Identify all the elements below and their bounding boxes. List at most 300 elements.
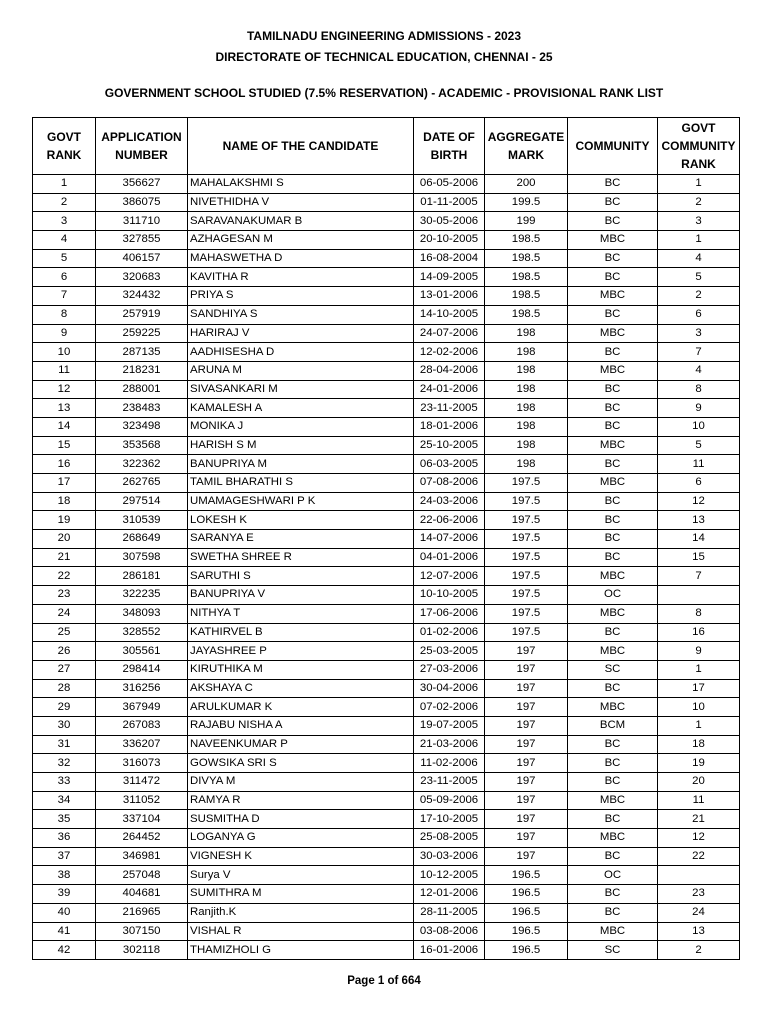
- candidate-name-cell: Ranjith.K: [188, 903, 414, 922]
- aggregate-mark-cell: 197: [485, 791, 568, 810]
- candidate-name-cell: UMAMAGESHWARI P K: [188, 492, 414, 511]
- govt-rank-cell: 41: [33, 922, 96, 941]
- candidate-name-cell: KAVITHA R: [188, 268, 414, 287]
- application-number-cell: 238483: [96, 399, 188, 418]
- application-number-cell: 346981: [96, 847, 188, 866]
- community-cell: BC: [568, 679, 658, 698]
- govt-community-rank-cell: 24: [658, 903, 740, 922]
- application-number-cell: 257919: [96, 305, 188, 324]
- community-cell: BC: [568, 511, 658, 530]
- document-subtitle: DIRECTORATE OF TECHNICAL EDUCATION, CHENNAI - 25: [215, 50, 553, 64]
- list-title: GOVERNMENT SCHOOL STUDIED (7.5% RESERVATION) - ACADEMIC - PROVISIONAL RANK LIST: [104, 86, 664, 100]
- govt-rank-cell: 13: [33, 399, 96, 418]
- date-of-birth-cell: 20-10-2005: [414, 231, 485, 250]
- govt-community-rank-cell: 2: [658, 941, 740, 960]
- aggregate-mark-cell: 198: [485, 436, 568, 455]
- application-number-cell: 348093: [96, 604, 188, 623]
- govt-rank-cell: 11: [33, 361, 96, 380]
- date-of-birth-cell: 17-06-2006: [414, 604, 485, 623]
- community-cell: BC: [568, 399, 658, 418]
- candidate-name-cell: SANDHIYA S: [188, 305, 414, 324]
- application-number-cell: 337104: [96, 810, 188, 829]
- application-number-cell: 336207: [96, 735, 188, 754]
- candidate-name-cell: SARUTHI S: [188, 567, 414, 586]
- aggregate-mark-cell: 197: [485, 735, 568, 754]
- application-number-cell: 322235: [96, 586, 188, 605]
- application-number-cell: 307150: [96, 922, 188, 941]
- date-of-birth-cell: 14-07-2006: [414, 530, 485, 549]
- govt-rank-cell: 26: [33, 642, 96, 661]
- community-cell: BC: [568, 735, 658, 754]
- date-of-birth-cell: 14-10-2005: [414, 305, 485, 324]
- govt-community-rank-cell: [658, 586, 740, 605]
- govt-rank-cell: 10: [33, 343, 96, 362]
- date-of-birth-cell: 17-10-2005: [414, 810, 485, 829]
- header-aggregate-mark: AGGREGATE MARK: [485, 118, 568, 175]
- table-row: [33, 324, 740, 343]
- govt-rank-cell: 12: [33, 380, 96, 399]
- candidate-name-cell: DIVYA M: [188, 773, 414, 792]
- table-row: [33, 586, 740, 605]
- community-cell: BC: [568, 492, 658, 511]
- govt-community-rank-cell: 21: [658, 810, 740, 829]
- govt-community-rank-cell: 13: [658, 511, 740, 530]
- table-row: [33, 773, 740, 792]
- date-of-birth-cell: 13-01-2006: [414, 287, 485, 306]
- aggregate-mark-cell: 198.5: [485, 268, 568, 287]
- govt-rank-cell: 38: [33, 866, 96, 885]
- date-of-birth-cell: 10-12-2005: [414, 866, 485, 885]
- govt-community-rank-cell: 17: [658, 679, 740, 698]
- table-row: [33, 642, 740, 661]
- community-cell: BC: [568, 343, 658, 362]
- candidate-name-cell: SIVASANKARI M: [188, 380, 414, 399]
- aggregate-mark-cell: 197: [485, 679, 568, 698]
- date-of-birth-cell: 23-11-2005: [414, 399, 485, 418]
- community-cell: BC: [568, 380, 658, 399]
- community-cell: BC: [568, 175, 658, 194]
- application-number-cell: 311052: [96, 791, 188, 810]
- aggregate-mark-cell: 200: [485, 175, 568, 194]
- aggregate-mark-cell: 198: [485, 417, 568, 436]
- govt-rank-cell: 40: [33, 903, 96, 922]
- aggregate-mark-cell: 197: [485, 829, 568, 848]
- header-community: COMMUNITY: [568, 118, 658, 175]
- aggregate-mark-cell: 197.5: [485, 548, 568, 567]
- community-cell: BC: [568, 903, 658, 922]
- table-row: [33, 305, 740, 324]
- application-number-cell: 316073: [96, 754, 188, 773]
- govt-rank-cell: 20: [33, 530, 96, 549]
- aggregate-mark-cell: 197: [485, 847, 568, 866]
- application-number-cell: 262765: [96, 474, 188, 493]
- aggregate-mark-cell: 197: [485, 698, 568, 717]
- table-row: [33, 698, 740, 717]
- application-number-cell: 307598: [96, 548, 188, 567]
- govt-rank-cell: 9: [33, 324, 96, 343]
- date-of-birth-cell: 19-07-2005: [414, 716, 485, 735]
- table-row: [33, 268, 740, 287]
- aggregate-mark-cell: 197: [485, 642, 568, 661]
- govt-community-rank-cell: 4: [658, 361, 740, 380]
- aggregate-mark-cell: 197: [485, 716, 568, 735]
- date-of-birth-cell: 10-10-2005: [414, 586, 485, 605]
- application-number-cell: 302118: [96, 941, 188, 960]
- application-number-cell: 298414: [96, 660, 188, 679]
- date-of-birth-cell: 01-02-2006: [414, 623, 485, 642]
- govt-community-rank-cell: 10: [658, 417, 740, 436]
- date-of-birth-cell: 14-09-2005: [414, 268, 485, 287]
- aggregate-mark-cell: 198: [485, 380, 568, 399]
- candidate-name-cell: MAHASWETHA D: [188, 249, 414, 268]
- govt-rank-cell: 5: [33, 249, 96, 268]
- date-of-birth-cell: 30-04-2006: [414, 679, 485, 698]
- date-of-birth-cell: 30-05-2006: [414, 212, 485, 231]
- candidate-name-cell: RAMYA R: [188, 791, 414, 810]
- community-cell: BC: [568, 455, 658, 474]
- candidate-name-cell: KIRUTHIKA M: [188, 660, 414, 679]
- aggregate-mark-cell: 198: [485, 399, 568, 418]
- candidate-name-cell: NITHYA T: [188, 604, 414, 623]
- date-of-birth-cell: 16-08-2004: [414, 249, 485, 268]
- date-of-birth-cell: 25-03-2005: [414, 642, 485, 661]
- table-row: [33, 829, 740, 848]
- govt-community-rank-cell: 6: [658, 305, 740, 324]
- table-row: [33, 492, 740, 511]
- govt-rank-cell: 19: [33, 511, 96, 530]
- candidate-name-cell: KAMALESH A: [188, 399, 414, 418]
- candidate-name-cell: PRIYA S: [188, 287, 414, 306]
- govt-community-rank-cell: 1: [658, 175, 740, 194]
- candidate-name-cell: SUSMITHA D: [188, 810, 414, 829]
- community-cell: MBC: [568, 698, 658, 717]
- govt-rank-cell: 4: [33, 231, 96, 250]
- govt-community-rank-cell: 1: [658, 716, 740, 735]
- table-row: [33, 474, 740, 493]
- govt-rank-cell: 27: [33, 660, 96, 679]
- govt-community-rank-cell: 1: [658, 231, 740, 250]
- table-row: [33, 847, 740, 866]
- candidate-name-cell: KATHIRVEL B: [188, 623, 414, 642]
- govt-rank-cell: 23: [33, 586, 96, 605]
- govt-community-rank-cell: 9: [658, 642, 740, 661]
- govt-community-rank-cell: 1: [658, 660, 740, 679]
- table-row: [33, 604, 740, 623]
- aggregate-mark-cell: 198: [485, 361, 568, 380]
- community-cell: MBC: [568, 324, 658, 343]
- application-number-cell: 257048: [96, 866, 188, 885]
- govt-community-rank-cell: 20: [658, 773, 740, 792]
- date-of-birth-cell: 25-08-2005: [414, 829, 485, 848]
- application-number-cell: 353568: [96, 436, 188, 455]
- application-number-cell: 268649: [96, 530, 188, 549]
- aggregate-mark-cell: 197.5: [485, 623, 568, 642]
- table-row: [33, 754, 740, 773]
- header-date-of-birth: DATE OF BIRTH: [414, 118, 485, 175]
- govt-community-rank-cell: 7: [658, 567, 740, 586]
- aggregate-mark-cell: 197: [485, 660, 568, 679]
- application-number-cell: 287135: [96, 343, 188, 362]
- community-cell: SC: [568, 660, 658, 679]
- aggregate-mark-cell: 198.5: [485, 249, 568, 268]
- date-of-birth-cell: 28-11-2005: [414, 903, 485, 922]
- community-cell: MBC: [568, 829, 658, 848]
- table-row: [33, 567, 740, 586]
- community-cell: MBC: [568, 361, 658, 380]
- header-govt-rank: GOVT RANK: [33, 118, 96, 175]
- table-row: [33, 716, 740, 735]
- community-cell: BC: [568, 773, 658, 792]
- application-number-cell: 386075: [96, 193, 188, 212]
- header-govt-community-rank: GOVT COMMUNITY RANK: [658, 118, 740, 175]
- aggregate-mark-cell: 198: [485, 343, 568, 362]
- table-row: [33, 455, 740, 474]
- candidate-name-cell: Surya V: [188, 866, 414, 885]
- aggregate-mark-cell: 197: [485, 773, 568, 792]
- aggregate-mark-cell: 197: [485, 754, 568, 773]
- govt-rank-cell: 16: [33, 455, 96, 474]
- govt-community-rank-cell: 16: [658, 623, 740, 642]
- govt-community-rank-cell: 3: [658, 212, 740, 231]
- govt-community-rank-cell: 10: [658, 698, 740, 717]
- table-row: [33, 660, 740, 679]
- rank-list-table: [32, 117, 740, 960]
- govt-rank-cell: 18: [33, 492, 96, 511]
- candidate-name-cell: ARUNA M: [188, 361, 414, 380]
- govt-community-rank-cell: [658, 866, 740, 885]
- community-cell: BC: [568, 885, 658, 904]
- candidate-name-cell: HARISH S M: [188, 436, 414, 455]
- govt-community-rank-cell: 8: [658, 604, 740, 623]
- candidate-name-cell: SARANYA E: [188, 530, 414, 549]
- candidate-name-cell: MONIKA J: [188, 417, 414, 436]
- govt-rank-cell: 25: [33, 623, 96, 642]
- application-number-cell: 324432: [96, 287, 188, 306]
- community-cell: MBC: [568, 436, 658, 455]
- application-number-cell: 311710: [96, 212, 188, 231]
- date-of-birth-cell: 27-03-2006: [414, 660, 485, 679]
- date-of-birth-cell: 24-07-2006: [414, 324, 485, 343]
- govt-rank-cell: 24: [33, 604, 96, 623]
- govt-rank-cell: 42: [33, 941, 96, 960]
- community-cell: MBC: [568, 567, 658, 586]
- application-number-cell: 367949: [96, 698, 188, 717]
- date-of-birth-cell: 18-01-2006: [414, 417, 485, 436]
- table-row: [33, 548, 740, 567]
- aggregate-mark-cell: 196.5: [485, 941, 568, 960]
- aggregate-mark-cell: 197.5: [485, 492, 568, 511]
- application-number-cell: 316256: [96, 679, 188, 698]
- govt-community-rank-cell: 7: [658, 343, 740, 362]
- govt-rank-cell: 39: [33, 885, 96, 904]
- date-of-birth-cell: 24-01-2006: [414, 380, 485, 399]
- application-number-cell: 327855: [96, 231, 188, 250]
- date-of-birth-cell: 16-01-2006: [414, 941, 485, 960]
- community-cell: BC: [568, 193, 658, 212]
- candidate-name-cell: VIGNESH K: [188, 847, 414, 866]
- table-row: [33, 175, 740, 194]
- govt-rank-cell: 14: [33, 417, 96, 436]
- date-of-birth-cell: 12-07-2006: [414, 567, 485, 586]
- govt-community-rank-cell: 13: [658, 922, 740, 941]
- govt-community-rank-cell: 3: [658, 324, 740, 343]
- govt-rank-cell: 29: [33, 698, 96, 717]
- candidate-name-cell: MAHALAKSHMI S: [188, 175, 414, 194]
- aggregate-mark-cell: 198: [485, 324, 568, 343]
- table-row: [33, 212, 740, 231]
- community-cell: MBC: [568, 474, 658, 493]
- candidate-name-cell: BANUPRIYA M: [188, 455, 414, 474]
- table-row: [33, 361, 740, 380]
- application-number-cell: 259225: [96, 324, 188, 343]
- aggregate-mark-cell: 198.5: [485, 305, 568, 324]
- candidate-name-cell: NIVETHIDHA V: [188, 193, 414, 212]
- community-cell: SC: [568, 941, 658, 960]
- table-row: [33, 249, 740, 268]
- aggregate-mark-cell: 196.5: [485, 866, 568, 885]
- community-cell: MBC: [568, 604, 658, 623]
- candidate-name-cell: JAYASHREE P: [188, 642, 414, 661]
- govt-rank-cell: 22: [33, 567, 96, 586]
- table-row: [33, 791, 740, 810]
- govt-rank-cell: 35: [33, 810, 96, 829]
- community-cell: BC: [568, 305, 658, 324]
- aggregate-mark-cell: 197.5: [485, 511, 568, 530]
- application-number-cell: 310539: [96, 511, 188, 530]
- govt-rank-cell: 3: [33, 212, 96, 231]
- govt-community-rank-cell: 2: [658, 193, 740, 212]
- govt-community-rank-cell: 18: [658, 735, 740, 754]
- govt-community-rank-cell: 5: [658, 268, 740, 287]
- govt-rank-cell: 7: [33, 287, 96, 306]
- candidate-name-cell: AADHISESHA D: [188, 343, 414, 362]
- date-of-birth-cell: 21-03-2006: [414, 735, 485, 754]
- candidate-name-cell: ARULKUMAR K: [188, 698, 414, 717]
- aggregate-mark-cell: 197.5: [485, 604, 568, 623]
- candidate-name-cell: SARAVANAKUMAR B: [188, 212, 414, 231]
- community-cell: MBC: [568, 287, 658, 306]
- date-of-birth-cell: 05-09-2006: [414, 791, 485, 810]
- aggregate-mark-cell: 199.5: [485, 193, 568, 212]
- application-number-cell: 320683: [96, 268, 188, 287]
- govt-rank-cell: 37: [33, 847, 96, 866]
- community-cell: MBC: [568, 231, 658, 250]
- candidate-name-cell: VISHAL R: [188, 922, 414, 941]
- govt-community-rank-cell: 19: [658, 754, 740, 773]
- table-row: [33, 287, 740, 306]
- govt-community-rank-cell: 12: [658, 492, 740, 511]
- aggregate-mark-cell: 198.5: [485, 231, 568, 250]
- govt-rank-cell: 33: [33, 773, 96, 792]
- community-cell: BC: [568, 623, 658, 642]
- candidate-name-cell: GOWSIKA SRI S: [188, 754, 414, 773]
- aggregate-mark-cell: 197.5: [485, 567, 568, 586]
- candidate-name-cell: TAMIL BHARATHI S: [188, 474, 414, 493]
- community-cell: OC: [568, 586, 658, 605]
- date-of-birth-cell: 04-01-2006: [414, 548, 485, 567]
- govt-community-rank-cell: 22: [658, 847, 740, 866]
- govt-rank-cell: 21: [33, 548, 96, 567]
- table-header-row: [33, 118, 740, 175]
- community-cell: BC: [568, 417, 658, 436]
- govt-community-rank-cell: 11: [658, 455, 740, 474]
- aggregate-mark-cell: 197.5: [485, 586, 568, 605]
- application-number-cell: 305561: [96, 642, 188, 661]
- govt-rank-cell: 6: [33, 268, 96, 287]
- community-cell: BCM: [568, 716, 658, 735]
- document-title: TAMILNADU ENGINEERING ADMISSIONS - 2023: [246, 29, 522, 43]
- table-row: [33, 511, 740, 530]
- table-row: [33, 399, 740, 418]
- date-of-birth-cell: 01-11-2005: [414, 193, 485, 212]
- govt-community-rank-cell: 11: [658, 791, 740, 810]
- table-row: [33, 735, 740, 754]
- govt-rank-cell: 36: [33, 829, 96, 848]
- date-of-birth-cell: 11-02-2006: [414, 754, 485, 773]
- date-of-birth-cell: 22-06-2006: [414, 511, 485, 530]
- govt-community-rank-cell: 6: [658, 474, 740, 493]
- govt-community-rank-cell: 15: [658, 548, 740, 567]
- govt-rank-cell: 34: [33, 791, 96, 810]
- table-row: [33, 343, 740, 362]
- date-of-birth-cell: 12-01-2006: [414, 885, 485, 904]
- application-number-cell: 286181: [96, 567, 188, 586]
- govt-community-rank-cell: 12: [658, 829, 740, 848]
- aggregate-mark-cell: 198.5: [485, 287, 568, 306]
- application-number-cell: 216965: [96, 903, 188, 922]
- candidate-name-cell: THAMIZHOLI G: [188, 941, 414, 960]
- application-number-cell: 322362: [96, 455, 188, 474]
- govt-rank-cell: 17: [33, 474, 96, 493]
- govt-community-rank-cell: 5: [658, 436, 740, 455]
- table-row: [33, 417, 740, 436]
- govt-community-rank-cell: 23: [658, 885, 740, 904]
- community-cell: BC: [568, 810, 658, 829]
- aggregate-mark-cell: 197.5: [485, 530, 568, 549]
- date-of-birth-cell: 25-10-2005: [414, 436, 485, 455]
- govt-rank-cell: 8: [33, 305, 96, 324]
- community-cell: BC: [568, 548, 658, 567]
- application-number-cell: 311472: [96, 773, 188, 792]
- candidate-name-cell: AZHAGESAN M: [188, 231, 414, 250]
- govt-community-rank-cell: 2: [658, 287, 740, 306]
- application-number-cell: 323498: [96, 417, 188, 436]
- candidate-name-cell: LOKESH K: [188, 511, 414, 530]
- community-cell: BC: [568, 847, 658, 866]
- table-row: [33, 903, 740, 922]
- aggregate-mark-cell: 196.5: [485, 885, 568, 904]
- govt-rank-cell: 15: [33, 436, 96, 455]
- application-number-cell: 218231: [96, 361, 188, 380]
- date-of-birth-cell: 03-08-2006: [414, 922, 485, 941]
- govt-rank-cell: 2: [33, 193, 96, 212]
- table-row: [33, 885, 740, 904]
- application-number-cell: 404681: [96, 885, 188, 904]
- header-application-number: APPLICATION NUMBER: [96, 118, 188, 175]
- table-row: [33, 810, 740, 829]
- community-cell: MBC: [568, 791, 658, 810]
- application-number-cell: 356627: [96, 175, 188, 194]
- page-number: Page 1 of 664: [347, 975, 421, 987]
- govt-community-rank-cell: 8: [658, 380, 740, 399]
- candidate-name-cell: SWETHA SHREE R: [188, 548, 414, 567]
- header-candidate-name: NAME OF THE CANDIDATE: [188, 118, 414, 175]
- table-row: [33, 530, 740, 549]
- candidate-name-cell: NAVEENKUMAR P: [188, 735, 414, 754]
- table-row: [33, 193, 740, 212]
- date-of-birth-cell: 28-04-2006: [414, 361, 485, 380]
- candidate-name-cell: BANUPRIYA V: [188, 586, 414, 605]
